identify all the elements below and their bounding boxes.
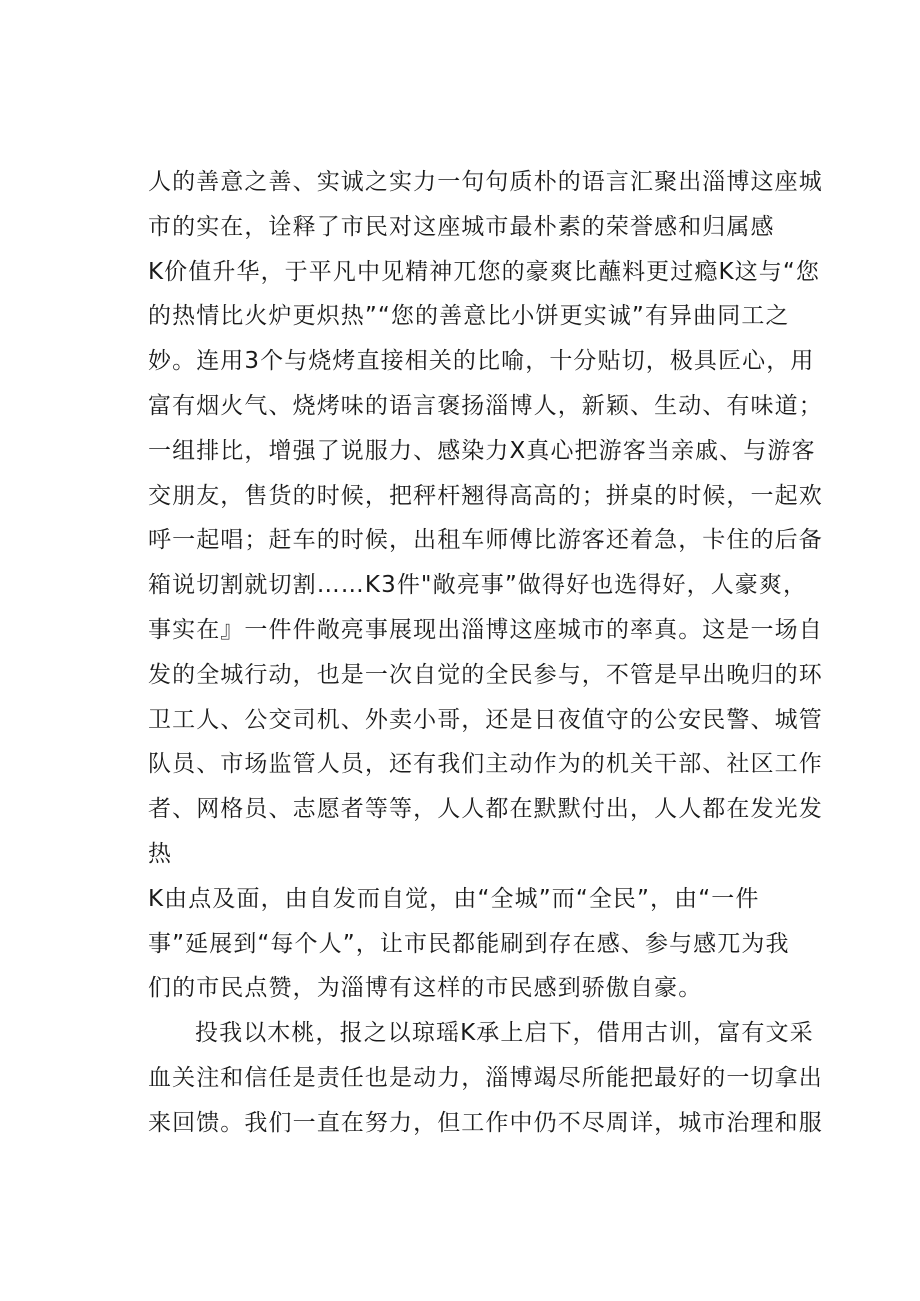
text-line: K价值升华，于平凡中见精神兀您的豪爽比蘸料更过瘾K这与“您 [148,258,820,285]
text-line: 交朋友，售货的时候，把秤杆翘得高高的；拼桌的时候，一起欢 [148,482,823,509]
text-line: 人的善意之善、实诚之实力一句句质朴的语言汇聚出淄博这座城 [148,169,823,195]
text-line: 呼一起唱；赶车的时候，出租车师傅比游客还着急，卡住的后备 [148,527,823,554]
text-line: 者、网格员、志愿者等等，人人都在默默付出，人人都在发光发 [148,796,823,823]
text-line: 一组排比，增强了说服力、感染力X真心把游客当亲戚、与游客 [148,437,816,464]
text-line: 事”延展到“每个人”，让市民都能刷到存在感、参与感兀为我 [148,930,790,957]
text-line-indented: 投我以木桃，报之以琼瑶K承上启下，借用古训，富有文采 [195,1020,814,1047]
text-line: 箱说切割就切割……K3件"敞亮事”做得好也选得好，人豪爽， [148,572,808,599]
text-line: 队员、市场监管人员，还有我们主动作为的机关干部、社区工作 [148,751,823,778]
text-line: 妙。连用3个与烧烤直接相关的比喻，十分贴切，极具匠心，用 [148,348,815,375]
body-text [148,160,823,1146]
text-line: 卫工人、公交司机、外卖小哥，还是日夜值守的公安民警、城管 [148,706,823,733]
text-line: 来回馈。我们一直在努力，但工作中仍不尽周详，城市治理和服 [148,1109,823,1136]
text-line: 们的市民点赞，为淄博有这样的市民感到骄傲自豪。 [148,975,703,1002]
text-line: 的热情比火炉更炽热”“您的善意比小饼更实诚”有异曲同工之 [148,303,790,330]
text-line: 热 [148,840,173,867]
text-line: 富有烟火气、烧烤味的语言褒扬淄博人，新颖、生动、有味道； [148,392,823,419]
text-line: 事实在』一件件敞亮事展现出淄博这座城市的率真。这是一场自 [148,616,823,643]
text-line: K由点及面，由自发而自觉，由“全城”而“全民”，由“一件 [148,885,760,912]
text-line: 血关注和信任是责任也是动力，淄博竭尽所能把最好的一切拿出 [148,1064,823,1091]
text-line: 发的全城行动，也是一次自觉的全民参与，不管是早出晚归的环 [148,661,823,688]
text-line: 市的实在，诠释了市民对这座城市最朴素的荣誉感和归属感 [148,213,775,240]
